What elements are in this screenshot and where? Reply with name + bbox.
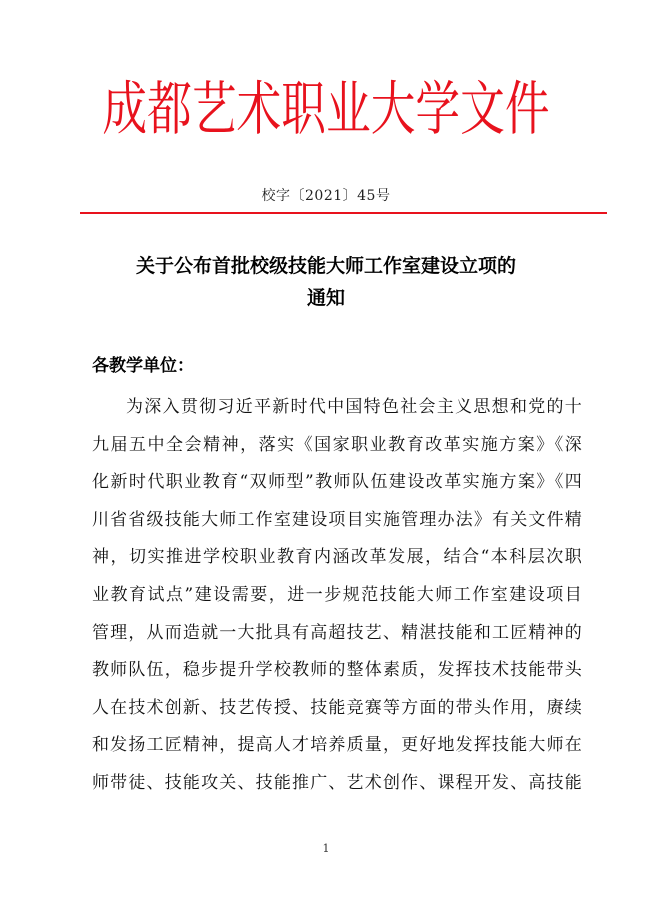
document-title-line: 通知 — [306, 287, 345, 309]
body-line: 师带徒、技能攻关、技能推广、艺术创作、课程开发、高技能 — [92, 772, 582, 793]
document-number: 校字〔2021〕45号 — [261, 188, 391, 204]
body-paragraph — [92, 389, 582, 803]
body-line: 为深入贯彻习近平新时代中国特色社会主义思想和党的十 — [126, 397, 582, 417]
red-divider-line — [80, 212, 607, 214]
document-title — [70, 250, 582, 314]
body-line: 神，切实推进学校职业教育内涵改革发展，结合“本科层次职 — [92, 547, 582, 568]
salutation: 各教学单位： — [92, 356, 194, 376]
body-line: 和发扬工匠精神，提高人才培养质量，更好地发挥技能大师在 — [92, 735, 582, 756]
document-title-line: 关于公布首批校级技能大师工作室建设立项的 — [135, 255, 516, 277]
page-number: 1 — [322, 842, 330, 855]
body-line: 九届五中全会精神，落实《国家职业教育改革实施方案》《深 — [92, 434, 582, 455]
body-line: 人在技术创新、技艺传授、技能竞赛等方面的带头作用，赓续 — [92, 697, 582, 718]
body-line: 业教育试点”建设需要，进一步规范技能大师工作室建设项目 — [92, 584, 582, 605]
body-line: 教师队伍，稳步提升学校教师的整体素质，发挥技术技能带头 — [92, 660, 582, 681]
body-line: 川省省级技能大师工作室建设项目实施管理办法》有关文件精 — [92, 509, 582, 530]
masthead-title: 成都艺术职业大学文件 — [102, 76, 550, 144]
body-line: 化新时代职业教育“双师型”教师队伍建设改革实施方案》《四 — [92, 472, 582, 493]
body-line: 管理，从而造就一大批具有高超技艺、精湛技能和工匠精神的 — [92, 622, 582, 643]
